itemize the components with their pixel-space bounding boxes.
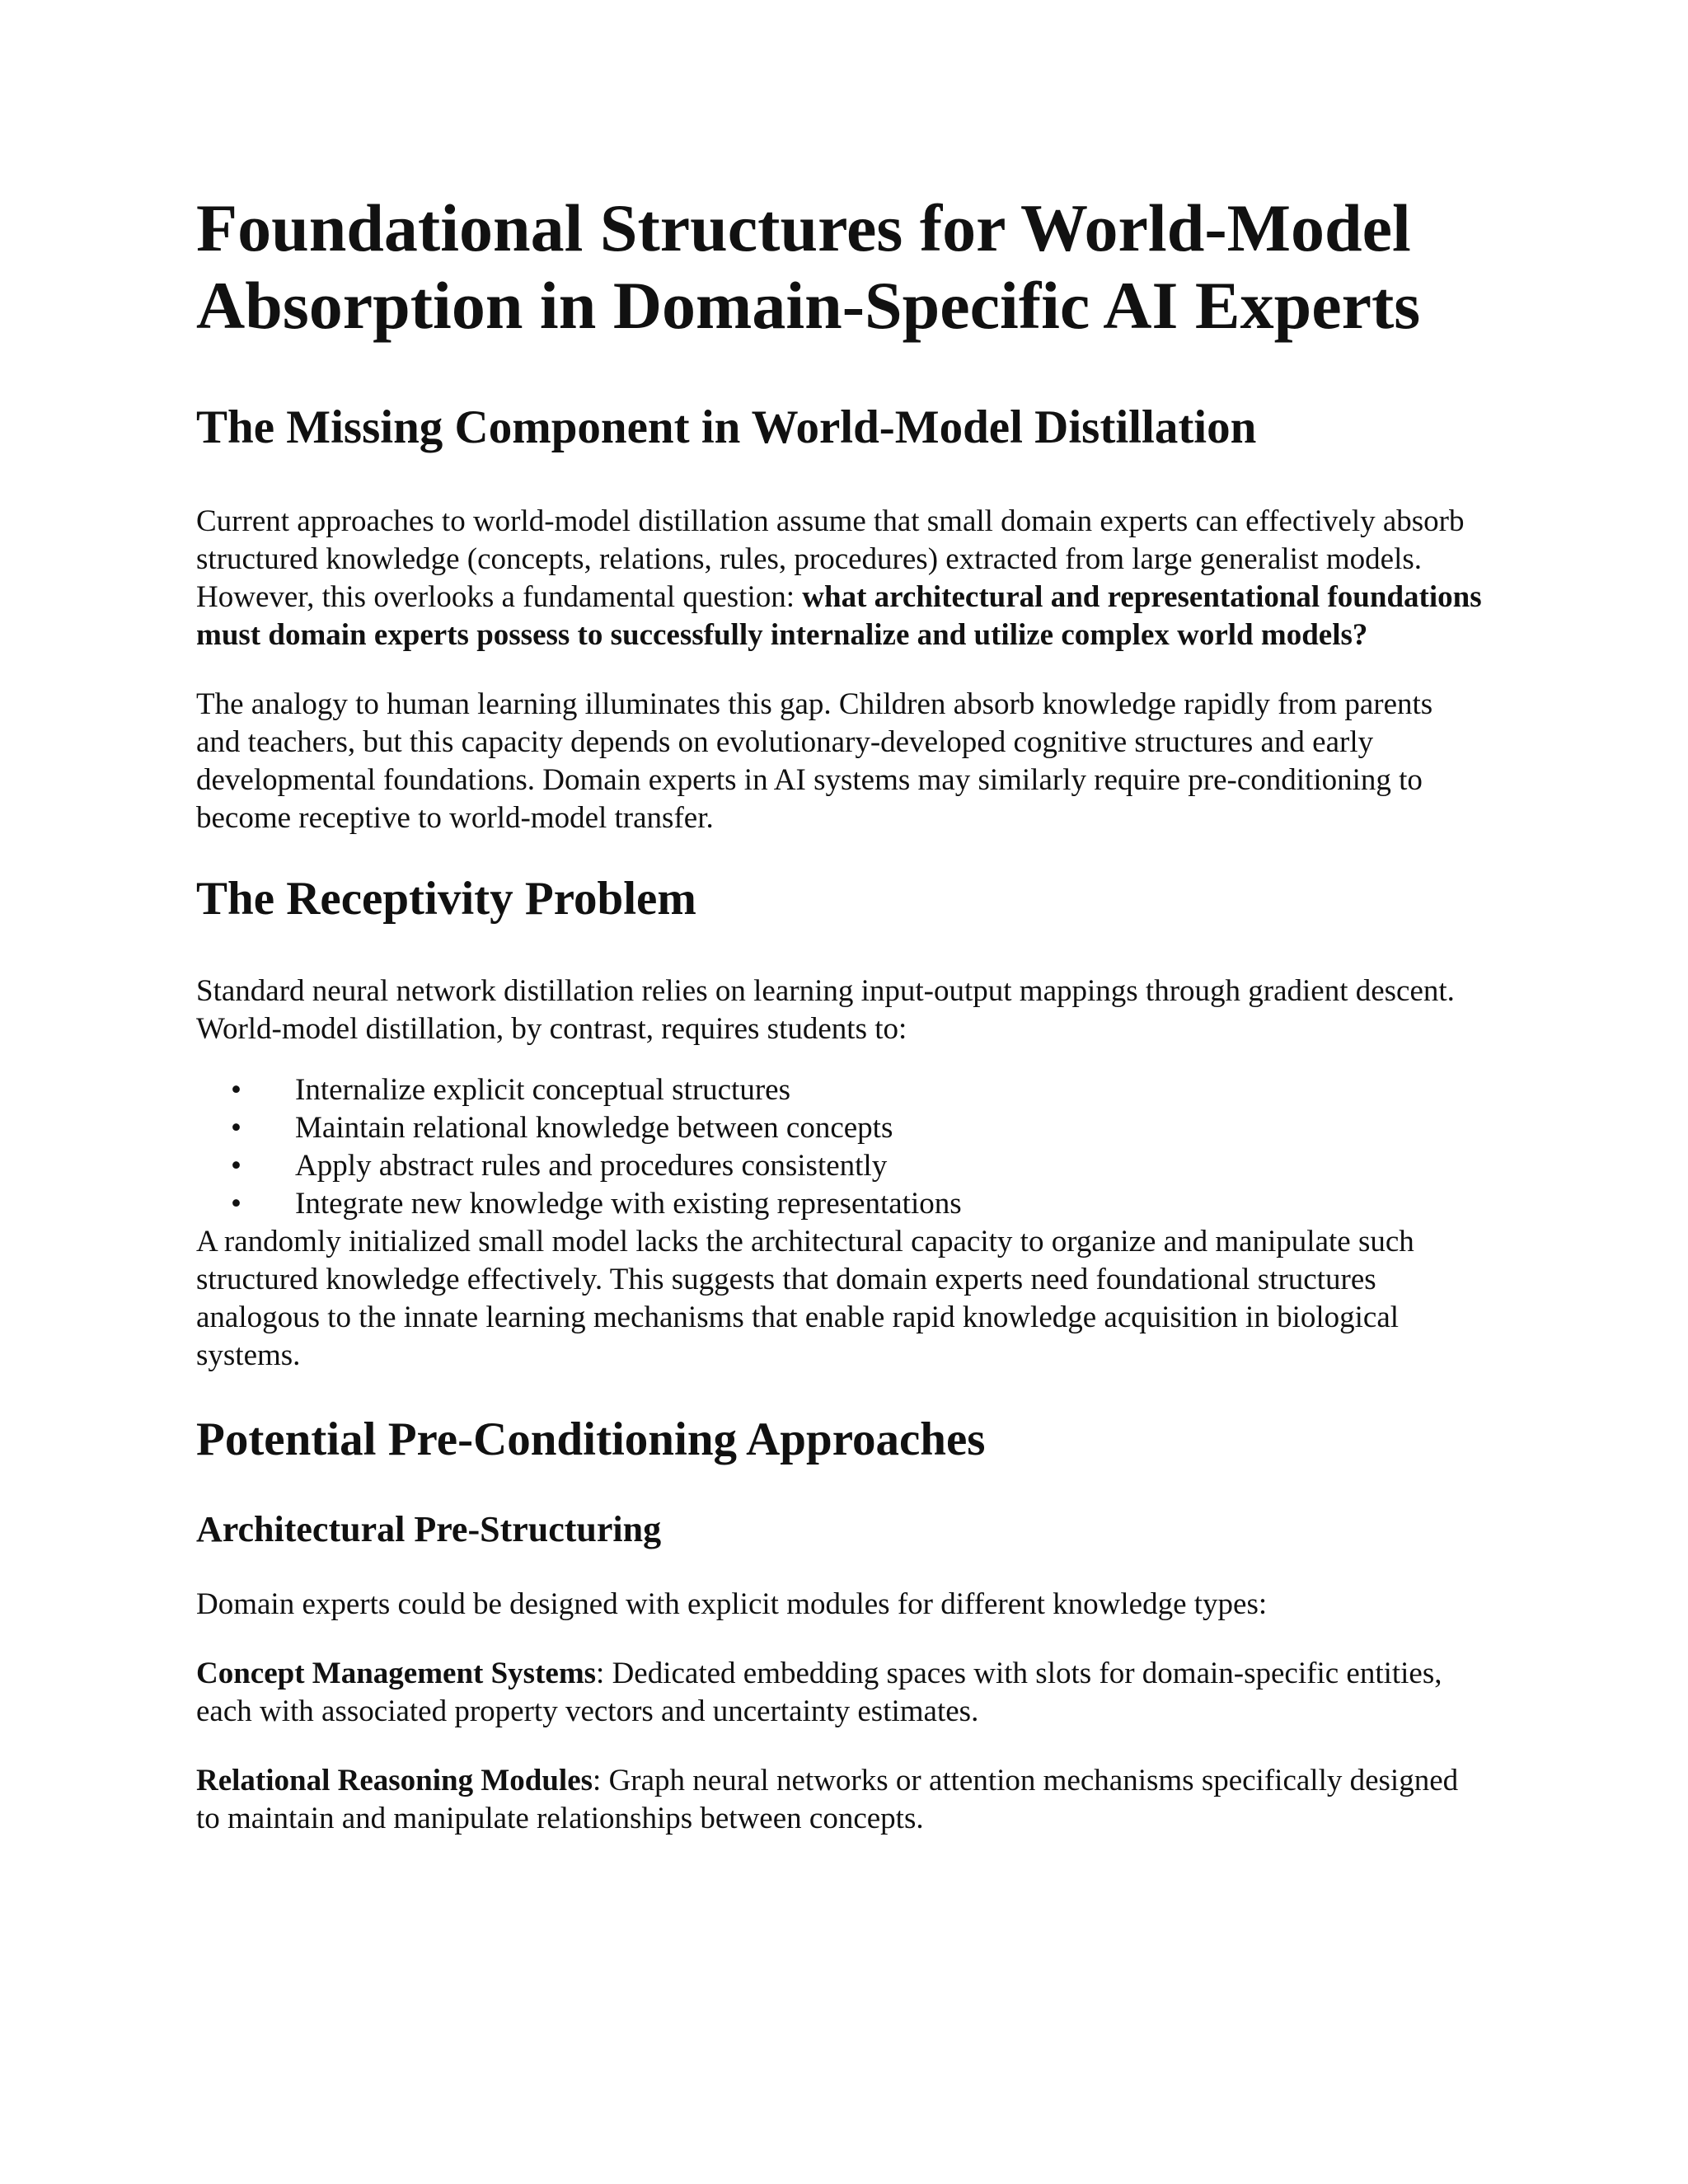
concept-management-text: : Dedicated embedding spaces with slots for domain-specific entities, each with associated property vectors and uncertainty estimates. <box>196 1657 1442 1728</box>
paragraph-concept-management <box>196 1655 1482 1731</box>
paragraph-receptivity-intro: Standard neural network distillation relies on learning input-output mappings through gradient descent. World-model distillation, by contrast, requires students to: <box>196 974 1455 1046</box>
document-title: Foundational Structures for World-Model Absorption in Domain-Specific AI Experts <box>196 190 1421 343</box>
list-item <box>196 1185 1482 1223</box>
bullet-marker: • <box>231 1111 241 1145</box>
paragraph-missing-1-bold: what architectural and representational foundations must domain experts possess to successfully internalize and utilize complex world models? <box>196 580 1482 652</box>
list-item-text: Integrate new knowledge with existing representations <box>295 1187 962 1221</box>
paragraph-missing-2: The analogy to human learning illuminates this gap. Children absorb knowledge rapidly from parents and teachers, but this capacity depends on evolutionary-developed cognitive structures and early developmental foundations. Domain experts in AI systems may similarly require pre-conditioning to become receptive to world-model transfer. <box>196 687 1433 835</box>
subheading-architectural-prestructuring: Architectural Pre-Structuring <box>196 1509 662 1549</box>
bullet-marker: • <box>231 1149 241 1183</box>
relational-reasoning-text: : Graph neural networks or attention mechanisms specifically designed to maintain and manipulate relationships between concepts. <box>196 1764 1459 1835</box>
paragraph-missing-1 <box>196 503 1482 654</box>
document-page <box>196 190 1482 1869</box>
heading-missing-component: The Missing Component in World-Model Distillation <box>196 401 1257 453</box>
list-item-text: Apply abstract rules and procedures consistently <box>295 1149 888 1183</box>
receptivity-list <box>196 1071 1482 1223</box>
list-item-text: Maintain relational knowledge between concepts <box>295 1111 893 1145</box>
list-item <box>196 1147 1482 1185</box>
paragraph-preconditioning-intro: Domain experts could be designed with explicit modules for different knowledge types: <box>196 1587 1268 1621</box>
paragraph-receptivity-after: A randomly initialized small model lacks the architectural capacity to organize and manipulate such structured knowledge effectively. This suggests that domain experts need foundational structures analogous to the innate learning mechanisms that enable rapid knowledge acquisition in biological systems. <box>196 1225 1414 1372</box>
paragraph-missing-1-text: Current approaches to world-model distillation assume that small domain experts can effectively absorb structured knowledge (concepts, relations, rules, procedures) extracted from large generalist models. However, this overlooks a fundamental question: <box>196 504 1465 614</box>
heading-receptivity-problem: The Receptivity Problem <box>196 873 696 925</box>
heading-preconditioning: Potential Pre-Conditioning Approaches <box>196 1413 986 1465</box>
list-item-text: Internalize explicit conceptual structures <box>295 1073 790 1107</box>
concept-management-label: Concept Management Systems <box>196 1657 597 1690</box>
bullet-marker: • <box>231 1073 241 1107</box>
paragraph-relational-reasoning <box>196 1762 1482 1838</box>
list-item <box>196 1071 1482 1109</box>
relational-reasoning-label: Relational Reasoning Modules <box>196 1764 593 1797</box>
list-item <box>196 1109 1482 1147</box>
bullet-marker: • <box>231 1187 241 1221</box>
